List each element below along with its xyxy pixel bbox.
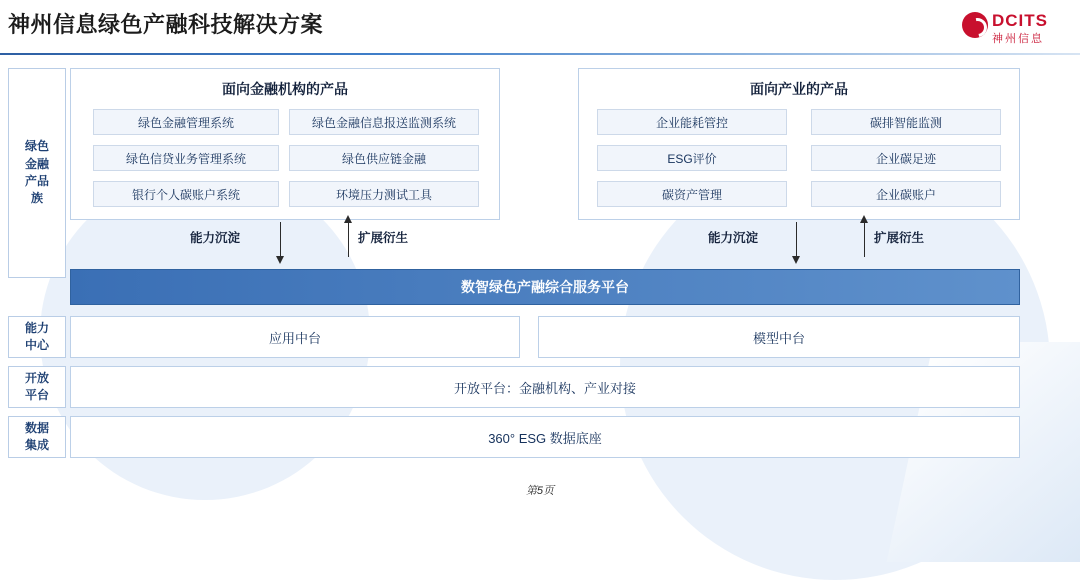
arrow-left-up-icon bbox=[348, 222, 349, 257]
page-number: 第5页 bbox=[525, 485, 555, 497]
panel-industry-products bbox=[578, 68, 1020, 220]
product-card-financial-6[interactable]: 环境压力测试工具 bbox=[289, 181, 479, 207]
logo-swirl-icon bbox=[962, 12, 988, 38]
rail-open-platform-line-1: 开放 bbox=[24, 370, 49, 385]
product-card-financial-1[interactable]: 绿色金融管理系统 bbox=[93, 109, 279, 135]
flow-label-right-up: 扩展衍生 bbox=[874, 231, 925, 245]
rail-capability-center-line-2: 中心 bbox=[24, 338, 49, 352]
box-data-foundation[interactable] bbox=[70, 416, 1020, 458]
page-title: 神州信息绿色产融科技解决方案 bbox=[8, 12, 324, 37]
rail-data-integration-line-2: 集成 bbox=[24, 438, 49, 452]
product-card-industry-3[interactable]: ESG评价 bbox=[597, 145, 787, 171]
product-card-financial-4[interactable]: 绿色供应链金融 bbox=[289, 145, 479, 171]
product-card-financial-2[interactable]: 绿色金融信息报送监测系统 bbox=[289, 109, 479, 135]
box-open-platform[interactable] bbox=[70, 366, 1020, 408]
arrow-right-up-icon bbox=[864, 222, 865, 257]
rail-open-platform bbox=[8, 366, 66, 408]
diagram-canvas bbox=[0, 54, 1080, 502]
platform-bar[interactable] bbox=[70, 269, 1020, 305]
rail-capability-center bbox=[8, 316, 66, 358]
rail-open-platform-line-2: 平台 bbox=[24, 388, 49, 402]
product-card-industry-1[interactable]: 企业能耗管控 bbox=[597, 109, 787, 135]
rail-capability-center-line-1: 能力 bbox=[24, 320, 49, 335]
arrow-right-down-icon bbox=[796, 222, 797, 257]
panel-financial-title: 面向金融机构的产品 bbox=[222, 81, 348, 97]
panel-industry-title: 面向产业的产品 bbox=[750, 81, 848, 97]
flow-label-right-down: 能力沉淀 bbox=[708, 231, 759, 245]
box-data-foundation-label: 360° ESG 数据底座 bbox=[488, 430, 602, 446]
box-model-middle-platform[interactable] bbox=[538, 316, 1020, 358]
flow-label-left-up: 扩展衍生 bbox=[358, 231, 409, 245]
product-card-industry-6[interactable]: 企业碳账户 bbox=[811, 181, 1001, 207]
logo-text-en: DCITS bbox=[992, 11, 1048, 30]
product-card-industry-4[interactable]: 企业碳足迹 bbox=[811, 145, 1001, 171]
page-header bbox=[0, 0, 1080, 54]
rail-product-family bbox=[8, 68, 66, 278]
box-app-middle-platform-label: 应用中台 bbox=[268, 330, 321, 346]
platform-bar-label: 数智绿色产融综合服务平台 bbox=[461, 279, 629, 295]
rail-data-integration-line-1: 数据 bbox=[24, 420, 49, 435]
flow-label-left-down: 能力沉淀 bbox=[190, 231, 241, 245]
rail-product-family-line-3: 产品 bbox=[24, 174, 49, 188]
box-app-middle-platform[interactable] bbox=[70, 316, 520, 358]
rail-product-family-line-2: 金融 bbox=[24, 156, 49, 171]
product-card-industry-5[interactable]: 碳资产管理 bbox=[597, 181, 787, 207]
logo-text-cn: 神州信息 bbox=[992, 33, 1044, 45]
dcits-logo bbox=[962, 8, 1070, 46]
rail-product-family-line-4: 族 bbox=[30, 191, 43, 206]
box-open-platform-label: 开放平台：金融机构、产业对接 bbox=[453, 380, 636, 396]
panel-financial-products bbox=[70, 68, 500, 220]
box-model-middle-platform-label: 模型中台 bbox=[752, 330, 805, 346]
product-card-financial-3[interactable]: 绿色信贷业务管理系统 bbox=[93, 145, 279, 171]
rail-data-integration bbox=[8, 416, 66, 458]
rail-product-family-line-1: 绿色 bbox=[24, 139, 49, 154]
arrow-left-down-icon bbox=[280, 222, 281, 257]
product-card-financial-5[interactable]: 银行个人碳账户系统 bbox=[93, 181, 279, 207]
product-card-industry-2[interactable]: 碳排智能监测 bbox=[811, 109, 1001, 135]
